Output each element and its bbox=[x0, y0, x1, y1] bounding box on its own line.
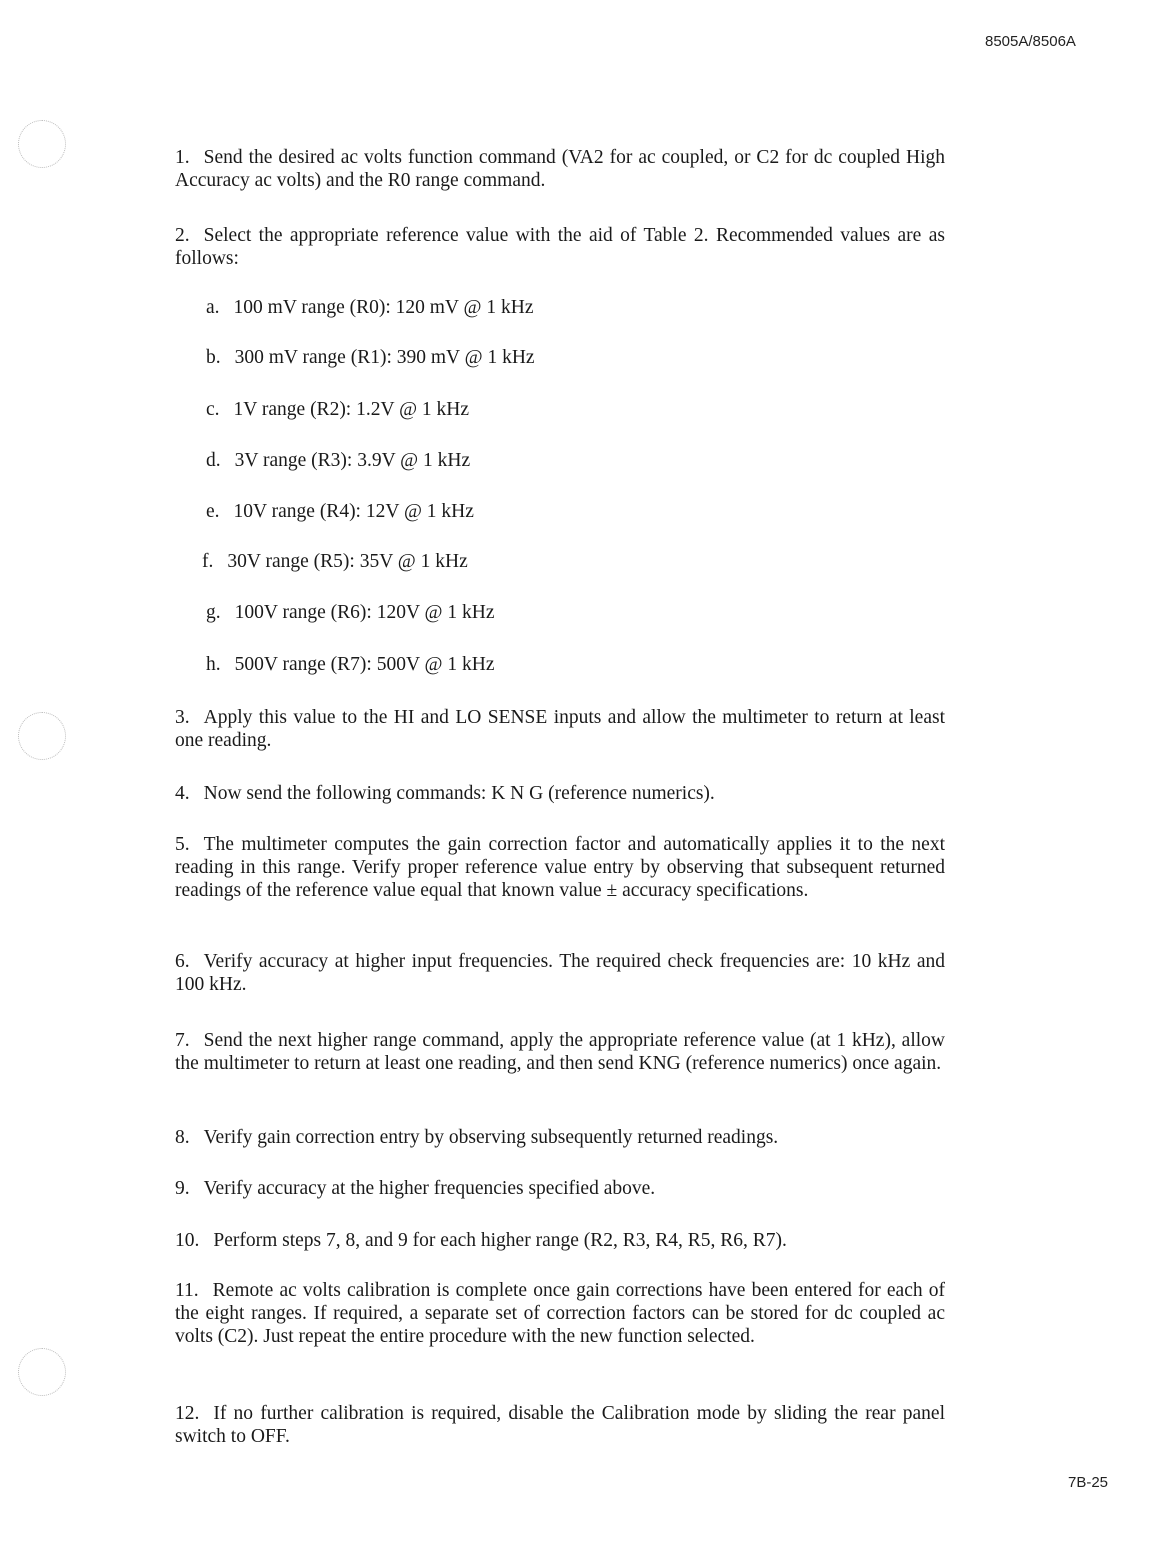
substep: d. 3V range (R3): 3.9V @ 1 kHz bbox=[206, 450, 471, 471]
step: 1. Send the desired ac volts function command (VA2 for ac coupled, or C2 for dc coupled High Accuracy ac volts) and the R0 range command. bbox=[175, 147, 945, 191]
document-id: 8505A/8506A bbox=[985, 33, 1076, 50]
substep: e. 10V range (R4): 12V @ 1 kHz bbox=[206, 501, 474, 522]
punch-hole bbox=[18, 712, 66, 760]
step: 6. Verify accuracy at higher input frequencies. The required check frequencies are: 10 kHz and 100 kHz. bbox=[175, 951, 945, 995]
substep: c. 1V range (R2): 1.2V @ 1 kHz bbox=[206, 399, 470, 420]
step: 11. Remote ac volts calibration is complete once gain corrections have been entered for each of the eight ranges. If required, a separate set of correction factors can be stored for dc coupled ac volts (C2). Just repeat the entire procedure with the new function selected. bbox=[175, 1280, 945, 1347]
step: 4. Now send the following commands: K N G (reference numerics). bbox=[175, 783, 715, 804]
substep: h. 500V range (R7): 500V @ 1 kHz bbox=[206, 654, 495, 675]
substep: g. 100V range (R6): 120V @ 1 kHz bbox=[206, 602, 495, 623]
substep: b. 300 mV range (R1): 390 mV @ 1 kHz bbox=[206, 347, 535, 368]
step: 9. Verify accuracy at the higher frequencies specified above. bbox=[175, 1178, 656, 1199]
step: 10. Perform steps 7, 8, and 9 for each higher range (R2, R3, R4, R5, R6, R7). bbox=[175, 1230, 787, 1251]
punch-hole bbox=[18, 1348, 66, 1396]
step: 8. Verify gain correction entry by observing subsequently returned readings. bbox=[175, 1127, 779, 1148]
substep: a. 100 mV range (R0): 120 mV @ 1 kHz bbox=[206, 297, 534, 318]
step: 2. Select the appropriate reference value with the aid of Table 2. Recommended values are as follows: bbox=[175, 225, 945, 269]
step: 7. Send the next higher range command, apply the appropriate reference value (at 1 kHz), allow the multimeter to return at least one reading, and then send KNG (reference numerics) once again. bbox=[175, 1030, 945, 1074]
punch-hole bbox=[18, 120, 66, 168]
page-number: 7B-25 bbox=[1068, 1474, 1109, 1491]
step: 12. If no further calibration is required, disable the Calibration mode by sliding the rear panel switch to OFF. bbox=[175, 1403, 945, 1447]
substep: f. 30V range (R5): 35V @ 1 kHz bbox=[202, 551, 468, 572]
step: 5. The multimeter computes the gain correction factor and automatically applies it to the next reading in this range. Verify proper reference value entry by observing that subsequent returned readings of the reference value equal that known value ± accuracy specifications. bbox=[175, 834, 945, 901]
step: 3. Apply this value to the HI and LO SENSE inputs and allow the multimeter to return at least one reading. bbox=[175, 707, 945, 751]
